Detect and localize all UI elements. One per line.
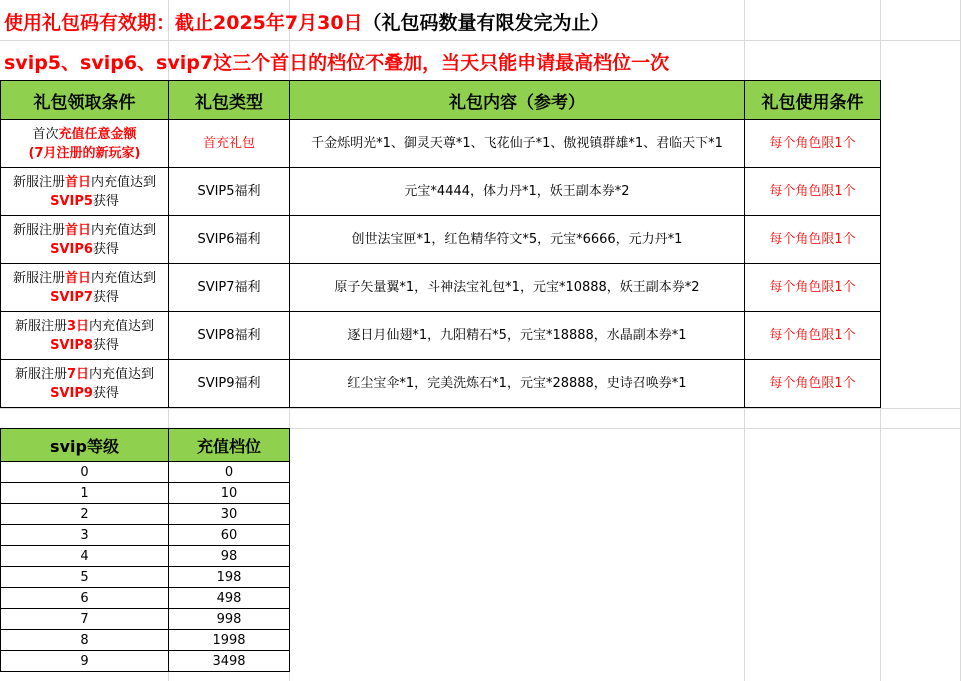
condition-cell[interactable] xyxy=(1,360,169,408)
header-type[interactable]: 礼包类型 xyxy=(169,81,290,120)
level-cell[interactable]: 3 xyxy=(1,525,169,546)
usage-cell[interactable]: 每个角色限1个 xyxy=(745,264,881,312)
tier-cell[interactable]: 0 xyxy=(169,462,290,483)
condition-level: SVIP6 xyxy=(50,241,93,257)
header-recharge-tier[interactable]: 充值档位 xyxy=(169,429,290,462)
condition-cell[interactable] xyxy=(1,312,169,360)
content-cell[interactable]: 元宝*4444，体力丹*1，妖王副本券*2 xyxy=(290,168,745,216)
level-cell[interactable]: 2 xyxy=(1,504,169,525)
gift-table-header xyxy=(1,81,881,120)
header-usage[interactable]: 礼包使用条件 xyxy=(745,81,881,120)
table-row xyxy=(1,483,290,504)
tier-cell[interactable]: 1998 xyxy=(169,630,290,651)
type-cell[interactable]: SVIP7福利 xyxy=(169,264,290,312)
type-cell[interactable]: SVIP6福利 xyxy=(169,216,290,264)
condition-pre: 新服注册 xyxy=(12,222,65,238)
table-row xyxy=(1,360,881,408)
table-row xyxy=(1,168,881,216)
header-svip-level[interactable]: svip等级 xyxy=(1,429,169,462)
condition-post: 获得 xyxy=(92,193,119,209)
tier-cell[interactable]: 198 xyxy=(169,567,290,588)
condition-level: SVIP9 xyxy=(50,385,93,401)
condition-post: 获得 xyxy=(92,289,119,305)
usage-cell[interactable]: 每个角色限1个 xyxy=(745,216,881,264)
quantity-note: （礼包码数量有限发完为止） xyxy=(362,12,610,34)
validity-text: 使用礼包码有效期：截止2025年7月30日 xyxy=(4,12,363,34)
level-cell[interactable]: 8 xyxy=(1,630,169,651)
condition-highlight: 3日 xyxy=(66,318,90,334)
header-condition[interactable]: 礼包领取条件 xyxy=(1,81,169,120)
condition-level: SVIP7 xyxy=(50,289,93,305)
tier-cell[interactable]: 998 xyxy=(169,609,290,630)
validity-notice xyxy=(4,8,610,35)
tier-cell[interactable]: 498 xyxy=(169,588,290,609)
tier-cell[interactable]: 98 xyxy=(169,546,290,567)
type-cell[interactable]: 首充礼包 xyxy=(169,120,290,168)
condition-cell[interactable] xyxy=(1,168,169,216)
tier-cell[interactable]: 30 xyxy=(169,504,290,525)
level-cell[interactable]: 1 xyxy=(1,483,169,504)
condition-pre: 首次 xyxy=(32,126,59,142)
condition-pre: 新服注册 xyxy=(12,174,65,190)
table-row xyxy=(1,609,290,630)
condition-cell[interactable] xyxy=(1,216,169,264)
level-cell[interactable]: 7 xyxy=(1,609,169,630)
tier-cell[interactable]: 3498 xyxy=(169,651,290,672)
table-row xyxy=(1,630,290,651)
content-cell[interactable]: 红尘宝伞*1，完美洗炼石*1，元宝*28888，史诗召唤券*1 xyxy=(290,360,745,408)
table-row xyxy=(1,462,290,483)
gift-table xyxy=(0,80,881,408)
level-cell[interactable]: 6 xyxy=(1,588,169,609)
type-cell[interactable]: SVIP9福利 xyxy=(169,360,290,408)
table-row xyxy=(1,312,881,360)
condition-mid: 内充值达到 xyxy=(89,366,155,382)
header-content[interactable]: 礼包内容（参考） xyxy=(290,81,745,120)
level-cell[interactable]: 4 xyxy=(1,546,169,567)
level-cell[interactable]: 9 xyxy=(1,651,169,672)
table-row xyxy=(1,120,881,168)
condition-highlight: 7日 xyxy=(66,366,90,382)
table-row xyxy=(1,264,881,312)
table-row xyxy=(1,504,290,525)
stacking-rule-notice: svip5、svip6、svip7这三个首日的档位不叠加，当天只能申请最高档位一次 xyxy=(4,52,670,74)
table-row xyxy=(1,525,290,546)
table-row xyxy=(1,588,290,609)
usage-cell[interactable]: 每个角色限1个 xyxy=(745,168,881,216)
usage-cell[interactable]: 每个角色限1个 xyxy=(745,120,881,168)
content-cell[interactable]: 逐日月仙翅*1，九阳精石*5，元宝*18888，水晶副本券*1 xyxy=(290,312,745,360)
condition-highlight: 充值任意金额 xyxy=(58,126,137,142)
svip-level-table xyxy=(0,428,290,672)
condition-highlight: 首日 xyxy=(64,270,91,286)
level-cell[interactable]: 5 xyxy=(1,567,169,588)
condition-pre: 新服注册 xyxy=(12,270,65,286)
condition-post: 获得 xyxy=(92,337,119,353)
condition-pre: 新服注册 xyxy=(14,366,67,382)
type-cell[interactable]: SVIP8福利 xyxy=(169,312,290,360)
level-table-header xyxy=(1,429,290,462)
level-cell[interactable]: 0 xyxy=(1,462,169,483)
tier-cell[interactable]: 60 xyxy=(169,525,290,546)
table-row xyxy=(1,216,881,264)
usage-cell[interactable]: 每个角色限1个 xyxy=(745,312,881,360)
condition-level: SVIP5 xyxy=(50,193,93,209)
condition-mid: 内充值达到 xyxy=(91,270,157,286)
condition-level: SVIP8 xyxy=(50,337,93,353)
type-cell[interactable]: SVIP5福利 xyxy=(169,168,290,216)
condition-mid: 内充值达到 xyxy=(89,318,155,334)
tier-cell[interactable]: 10 xyxy=(169,483,290,504)
condition-pre: 新服注册 xyxy=(14,318,67,334)
content-cell[interactable]: 原子矢量翼*1，斗神法宝礼包*1，元宝*10888，妖王副本券*2 xyxy=(290,264,745,312)
condition-post: 获得 xyxy=(92,241,119,257)
condition-cell[interactable] xyxy=(1,120,169,168)
condition-note: (7月注册的新玩家) xyxy=(28,145,141,161)
table-row xyxy=(1,546,290,567)
condition-mid: 内充值达到 xyxy=(91,174,157,190)
condition-post: 获得 xyxy=(92,385,119,401)
condition-highlight: 首日 xyxy=(64,222,91,238)
condition-cell[interactable] xyxy=(1,264,169,312)
table-row xyxy=(1,567,290,588)
condition-highlight: 首日 xyxy=(64,174,91,190)
content-cell[interactable]: 千金烁明光*1、御灵天尊*1、飞花仙子*1、傲视镇群雄*1、君临天下*1 xyxy=(290,120,745,168)
usage-cell[interactable]: 每个角色限1个 xyxy=(745,360,881,408)
content-cell[interactable]: 创世法宝匣*1，红色精华符文*5，元宝*6666，元力丹*1 xyxy=(290,216,745,264)
table-row xyxy=(1,651,290,672)
condition-mid: 内充值达到 xyxy=(91,222,157,238)
